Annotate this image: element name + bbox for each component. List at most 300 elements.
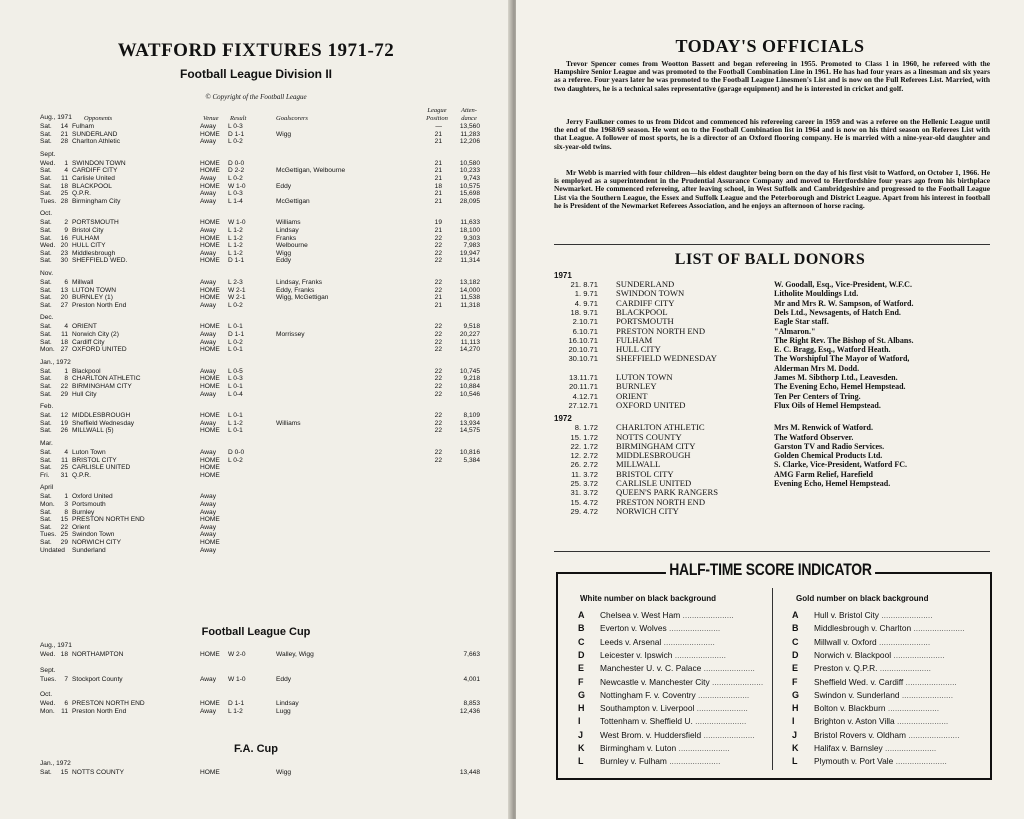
fixture-opponent: BIRMINGHAM CITY — [72, 383, 132, 390]
fixture-day: Sat. — [40, 456, 52, 464]
header-attendance: Atten- dance — [461, 107, 477, 122]
ht-dots: ...................... — [680, 610, 734, 620]
fixture-attendance: 18,100 — [459, 227, 480, 234]
ht-row — [792, 661, 982, 675]
fixture-result: L 0-2 — [228, 175, 243, 182]
ht-letter: D — [578, 649, 585, 660]
donor-year: 1972 — [554, 414, 572, 424]
ht-match — [600, 741, 730, 755]
ht-letter: I — [578, 716, 581, 727]
fixture-result: D 1-1 — [228, 257, 245, 265]
donor-club: NORWICH CITY — [616, 505, 679, 516]
league-cup-title: Football League Cup — [201, 626, 311, 638]
ht-row — [578, 754, 768, 768]
fixture-result: L 1-4 — [228, 197, 243, 205]
fixture-day: Sat. — [40, 449, 52, 456]
fixture-date: 20 — [60, 242, 68, 250]
fixture-position: 21 — [434, 175, 442, 182]
fixture-date: 2 — [64, 219, 68, 227]
ht-match — [600, 648, 726, 662]
fixture-result: W 1-0 — [228, 182, 246, 190]
fixture-venue: Away — [200, 546, 217, 554]
fixture-opponent: BURNLEY (1) — [72, 294, 113, 302]
ht-dots: ...................... — [709, 676, 764, 687]
fixture-attendance: 12,206 — [459, 138, 480, 146]
fixture-date: 1 — [64, 159, 68, 167]
fixture-position: 22 — [434, 338, 442, 346]
donor-club: SWINDON TOWN — [616, 288, 685, 299]
gold-column-header: Gold number on black background — [796, 594, 929, 603]
fixture-venue: HOME — [200, 464, 220, 472]
fixture-goalscorers: Eddy — [276, 257, 292, 265]
fixture-attendance: 9,218 — [463, 375, 480, 383]
fixture-opponent: SWINDON TOWN — [72, 159, 126, 167]
ht-row — [792, 688, 982, 702]
fixture-date: 8 — [64, 508, 68, 516]
donor-name: The Right Rev. The Bishop of St. Albans. — [774, 335, 914, 345]
month-label: Jan., 1972 — [40, 760, 71, 767]
fixture-day: Sat. — [40, 338, 52, 346]
fixture-goalscorers: Lindsay — [276, 227, 299, 234]
month-label: Sept. — [40, 666, 56, 674]
fixture-attendance: 10,233 — [459, 167, 480, 175]
fixture-attendance: 19,947 — [459, 249, 480, 257]
donor-row — [516, 299, 1024, 308]
fixture-position: 22 — [434, 346, 442, 354]
donor-name: S. Clarke, Vice-President, Watford FC. — [774, 460, 908, 470]
header-position: League Position — [426, 107, 448, 122]
ht-match-text: Nottingham F. v. Coventry — [600, 689, 696, 700]
ht-dots: ...................... — [701, 729, 755, 740]
fixture-date: 31 — [60, 471, 68, 479]
fixture-date: 29 — [60, 539, 68, 546]
ht-row — [578, 728, 768, 742]
fixture-day: Sat. — [40, 508, 52, 516]
ht-letter: J — [578, 729, 584, 740]
ht-letter: J — [792, 729, 798, 740]
fixture-opponent: Sheffield Wednesday — [72, 419, 135, 427]
fixture-venue: Away — [200, 175, 217, 182]
fixture-venue: HOME — [200, 242, 220, 250]
ht-dots: ...................... — [877, 663, 931, 674]
donor-date: 2.10.71 — [572, 317, 598, 327]
donor-club: ORIENT — [616, 390, 648, 401]
half-time-title: HALF-TIME SCORE INDICATOR — [666, 560, 875, 580]
fixture-position: 22 — [434, 412, 442, 420]
fixture-position: 22 — [434, 257, 442, 265]
donor-name: The Evening Echo, Hemel Hempstead. — [774, 382, 906, 392]
donor-row — [516, 479, 1024, 488]
donor-name: Dels Ltd., Newsagents, of Hatch End. — [774, 307, 901, 317]
fixture-opponent: PRESTON NORTH END — [72, 700, 145, 708]
fixture-venue: Away — [200, 301, 217, 309]
fixture-attendance: 11,113 — [460, 338, 480, 346]
ht-letter: H — [578, 703, 585, 714]
fixture-venue: Away — [200, 449, 217, 456]
ht-match — [600, 688, 749, 702]
ht-row — [792, 754, 982, 768]
ht-match-text: Newcastle v. Manchester City — [600, 676, 710, 687]
donor-row — [516, 373, 1024, 382]
fixture-date: 30 — [60, 257, 68, 265]
fixture-venue: HOME — [200, 182, 220, 190]
ht-letter: B — [578, 623, 585, 634]
fixture-position: 19 — [434, 219, 442, 227]
fixture-opponent: BLACKPOOL — [72, 182, 112, 190]
ht-dots: ...................... — [882, 743, 937, 753]
ht-match-text: Tottenham v. Sheffield U. — [600, 716, 693, 727]
fixture-attendance: 5,384 — [463, 456, 480, 464]
month-label: April — [40, 484, 54, 492]
ht-dots: ...................... — [906, 729, 960, 740]
fixture-date: 28 — [60, 138, 68, 146]
fixture-goalscorers: Williams — [276, 219, 301, 227]
fixture-attendance: 11,283 — [460, 130, 480, 138]
fixture-attendance: 14,270 — [459, 346, 480, 354]
fixture-date: 27 — [60, 301, 68, 309]
ht-match-text: West Brom. v. Huddersfield — [600, 729, 702, 740]
fixture-position: 22 — [434, 427, 442, 435]
fixture-position: 22 — [434, 279, 442, 286]
fixture-position: 22 — [434, 390, 442, 398]
fixture-result: L 2-3 — [228, 279, 243, 286]
fixture-opponent: OXFORD UNITED — [72, 346, 127, 354]
donor-row — [516, 507, 1024, 516]
fixture-date: 13 — [60, 286, 68, 294]
fixture-date: 4 — [64, 323, 68, 331]
fixture-venue: Away — [200, 123, 217, 130]
half-time-title-wrap — [516, 560, 1024, 580]
donor-row — [516, 289, 1024, 298]
fixture-day: Sat. — [40, 427, 52, 435]
donor-date: 1. 9.71 — [574, 289, 598, 299]
fixture-position: 21 — [434, 301, 442, 309]
fixture-row — [0, 472, 512, 480]
donor-club: PORTSMOUTH — [616, 316, 674, 327]
ht-match — [814, 661, 931, 675]
fixture-date: 7 — [64, 675, 68, 683]
ht-dots: ...................... — [885, 703, 940, 714]
fixture-venue: HOME — [200, 219, 220, 227]
fixture-date: 22 — [60, 523, 68, 531]
header-result: Result — [230, 115, 247, 122]
ht-match-text: Manchester U. v. C. Palace — [600, 663, 702, 674]
fixture-opponent: Orient — [72, 523, 90, 531]
fixture-date: 4 — [64, 449, 68, 456]
fixture-venue: Away — [200, 331, 217, 338]
ht-match-text: Leicester v. Ipswich — [600, 649, 673, 660]
donor-date: 12. 2.72 — [570, 451, 598, 461]
fixture-date: 11 — [61, 707, 68, 715]
ht-letter: F — [578, 676, 584, 687]
donor-row — [516, 280, 1024, 289]
ht-match — [814, 608, 933, 622]
ht-letter: G — [578, 689, 586, 700]
fixture-venue: Away — [200, 493, 217, 501]
fixture-goalscorers: Williams — [276, 419, 301, 427]
donor-club: FULHAM — [616, 334, 653, 345]
donor-name: The Worshipful The Mayor of Watford, — [774, 354, 910, 364]
ht-dots: ...................... — [894, 716, 949, 727]
fixture-position: 22 — [434, 323, 442, 331]
officials-title: TODAY'S OFFICIALS — [675, 36, 865, 56]
fixture-date: 21 — [60, 130, 68, 138]
fixture-opponent: SUNDERLAND — [72, 130, 118, 138]
ht-letter: D — [792, 649, 799, 660]
ht-match — [814, 714, 948, 728]
fixture-day: Wed. — [40, 651, 56, 658]
donor-club: PRESTON NORTH END — [616, 496, 706, 507]
fixture-attendance: 15,698 — [459, 190, 480, 198]
fixture-attendance: 8,109 — [463, 412, 480, 420]
donor-club: BURNLEY — [616, 381, 657, 392]
column-divider — [772, 588, 773, 770]
ht-row — [792, 675, 982, 689]
fixture-date: 20 — [60, 294, 68, 302]
ht-match — [600, 608, 734, 622]
fixture-attendance: 11,314 — [460, 257, 480, 265]
fixture-opponent: Preston North End — [72, 301, 127, 309]
official-bio-spencer: Trevor Spencer comes from Wootton Bassett and began refereeing in 1955. Promoted to Class 1 in 1960, he refereed with the Hampshire Senior League and was promoted to the Football Combination Line in 1961. He has had four years as a linesman and six years as a referee. Four years later he was promoted to the Football League Linesmen's List and is now on the Full Referees List. Married, with two daughters, he is a technical sales representative (garage equipment) and he is interested in cricket and golf. — [554, 59, 990, 93]
fixture-venue: HOME — [200, 323, 220, 331]
fixture-attendance: 12,436 — [459, 707, 480, 715]
ht-match-text: Birmingham v. Luton — [600, 743, 677, 753]
donor-name: Ten Per Centers of Tring. — [774, 391, 861, 401]
donor-club: BRISTOL CITY — [616, 468, 674, 479]
donor-club: QUEEN'S PARK RANGERS — [616, 487, 718, 498]
fixture-opponent: MIDDLESBROUGH — [72, 412, 131, 420]
donor-date: 21. 8.71 — [570, 280, 598, 289]
fixture-result: L 0-4 — [228, 390, 243, 398]
fixture-day: Sat. — [40, 286, 52, 294]
fixture-goalscorers: Lindsay, Franks — [276, 279, 323, 286]
ht-match — [600, 728, 755, 742]
donor-row — [516, 460, 1024, 469]
ht-letter: E — [792, 663, 799, 674]
fixture-date: 23 — [60, 249, 68, 257]
donor-name: Mrs M. Renwick of Watford. — [774, 423, 873, 433]
fixture-result: L 0-3 — [228, 123, 243, 130]
fixture-position: 21 — [434, 227, 442, 234]
ball-donors-title: LIST OF BALL DONORS — [674, 251, 866, 268]
fixture-venue: HOME — [200, 471, 220, 479]
fixture-attendance: 10,580 — [459, 159, 480, 167]
fixture-opponent: Fulham — [72, 123, 94, 130]
fixture-goalscorers: Eddy — [276, 182, 292, 190]
fixture-day: Wed. — [40, 700, 56, 708]
fixture-venue: HOME — [200, 234, 220, 242]
fixture-venue: HOME — [200, 130, 220, 138]
ht-row — [792, 635, 982, 649]
fixture-goalscorers: Wigg — [276, 769, 292, 776]
donor-date: 29. 4.72 — [570, 506, 598, 516]
donor-date: 31. 3.72 — [570, 488, 598, 498]
month-label: Nov. — [40, 270, 54, 277]
donor-row — [516, 423, 1024, 432]
fixture-day: Mon. — [40, 501, 55, 508]
ht-letter: L — [578, 756, 584, 767]
ht-row — [792, 741, 982, 755]
fixture-opponent: Charlton Athletic — [72, 138, 121, 146]
ht-match-text: Plymouth v. Port Vale — [814, 756, 894, 767]
ht-dots: ...................... — [891, 649, 945, 660]
ht-dots: ...................... — [701, 663, 755, 674]
fixture-result: L 0-2 — [228, 138, 243, 146]
donor-date: 18. 9.71 — [570, 307, 598, 317]
fixture-result: W 2-1 — [228, 294, 246, 302]
fixture-result: L 0-1 — [228, 383, 243, 390]
fixture-result: L 1-2 — [228, 249, 243, 257]
fixture-venue: Away — [200, 138, 217, 146]
fixture-position: 22 — [434, 286, 442, 294]
donor-name: James M. Sibthorp Ltd., Leavesden. — [774, 373, 898, 382]
fixture-date: 11 — [61, 456, 68, 464]
fixture-attendance: 13,934 — [459, 419, 480, 427]
fixture-opponent: Carlisle United — [72, 175, 115, 182]
ht-row — [578, 635, 768, 649]
fixture-venue: Away — [200, 190, 217, 198]
fixture-result: L 0-1 — [228, 346, 243, 354]
fixture-position: 21 — [434, 159, 442, 167]
fixture-attendance: 13,560 — [459, 123, 480, 130]
fixture-venue: HOME — [200, 539, 220, 546]
fixtures-title: WATFORD FIXTURES 1971-72 — [117, 40, 395, 61]
donor-date: 16.10.71 — [568, 335, 598, 345]
ht-dots: ...................... — [666, 623, 721, 634]
half-time-box — [556, 572, 992, 780]
official-bio-webb: Mr Webb is married with four children—his eldest daughter being born on the day of his first visit to Watford, on October 1, 1966. He is employed as a superintendent in the Prudential Assurance Company and moved to Hertfordshire four years ago from his birthplace Newmarket. He commenced refereeing, after leaving school, in West Suffolk and Cambridgeshire and progressed to the Football League List via the Southern League, the Essex and Suffolk League and the Peterborough and District League. Apart from his interest in football he is President of the Newmarket Referees Association, and he enjoys an afternoon of horse racing. — [554, 168, 990, 210]
fixture-date: 11 — [61, 331, 68, 338]
fixture-day: Sat. — [40, 190, 52, 198]
header-opponents: Opponents — [84, 115, 113, 122]
donor-name: Alderman Mrs M. Dodd. — [774, 363, 860, 373]
fixture-day: Sat. — [40, 523, 52, 531]
fixture-opponent: CARLISLE UNITED — [72, 464, 131, 472]
fixture-date: 6 — [64, 279, 68, 286]
donor-row — [516, 354, 1024, 363]
fixture-date: 1 — [64, 367, 68, 375]
fixture-result: D 2-2 — [228, 167, 245, 175]
fixture-goalscorers: Wigg, McGettigan — [276, 294, 329, 302]
donor-date: 4. 9.71 — [574, 298, 598, 308]
fixture-venue: Away — [200, 707, 217, 715]
fixture-date: 9 — [64, 227, 68, 234]
ht-letter: F — [792, 676, 798, 687]
month-label: Aug., 1971 — [40, 114, 72, 121]
donor-row — [516, 308, 1024, 317]
fixture-position: 21 — [434, 294, 442, 302]
fixture-date: 25 — [60, 464, 68, 472]
ht-row — [578, 648, 768, 662]
fixture-date: 18 — [60, 182, 68, 190]
ht-dots: ...................... — [661, 636, 715, 647]
fixture-position: 22 — [434, 234, 442, 242]
fixture-opponent: BRISTOL CITY — [72, 456, 117, 464]
ht-dots: ...................... — [672, 649, 726, 660]
ht-row — [578, 701, 768, 715]
copyright-note: © Copyright of the Football League — [205, 93, 307, 101]
ht-match — [600, 661, 755, 675]
fixture-day: Sat. — [40, 769, 52, 776]
donor-date: 30.10.71 — [568, 354, 598, 364]
fixture-day: Sat. — [40, 175, 52, 182]
ht-match-text: Norwich v. Blackpool — [814, 649, 892, 660]
ht-match-text: Swindon v. Sunderland — [814, 689, 900, 700]
donor-club: CHARLTON ATHLETIC — [616, 422, 705, 433]
fixture-date: 1 — [64, 493, 68, 501]
fixture-result: D 1-1 — [228, 130, 245, 138]
ht-match-text: Middlesbrough v. Charlton — [814, 623, 912, 634]
fixture-opponent: CHARLTON ATHLETIC — [72, 375, 141, 383]
fixture-goalscorers: McGettigan — [276, 197, 310, 205]
fixture-attendance: 10,575 — [459, 182, 480, 190]
fixture-goalscorers: Morrissey — [276, 331, 305, 338]
fixture-row — [0, 198, 512, 206]
month-label: Mar. — [40, 440, 53, 447]
fixture-attendance: 14,575 — [459, 427, 480, 435]
fixture-row — [0, 427, 512, 435]
fixture-opponent: NORTHAMPTON — [72, 651, 124, 658]
fixture-position: 22 — [434, 249, 442, 257]
fixture-attendance: 28,095 — [459, 197, 480, 205]
fixture-date: 29 — [60, 390, 68, 398]
ht-dots: ...................... — [879, 610, 933, 620]
fixture-opponent: FULHAM — [72, 234, 100, 242]
month-label: Dec. — [40, 314, 54, 322]
fixture-result: W 1-0 — [228, 675, 246, 683]
ht-letter: C — [792, 636, 799, 647]
ht-letter: C — [578, 636, 585, 647]
fixture-attendance: 14,000 — [459, 286, 480, 294]
donor-name: "Almaron." — [774, 326, 816, 336]
donor-club: NOTTS COUNTY — [616, 431, 682, 442]
fixture-opponent: Blackpool — [72, 367, 101, 375]
donor-row — [516, 364, 1024, 373]
fixture-attendance: 10,884 — [459, 383, 480, 390]
ht-match — [600, 714, 746, 728]
fixture-row — [0, 769, 512, 777]
donor-date: 6.10.71 — [572, 326, 598, 336]
fixture-position: 18 — [434, 182, 442, 190]
fixture-goalscorers: Eddy, Franks — [276, 286, 315, 294]
fixture-venue: Away — [200, 419, 217, 427]
ht-match — [600, 754, 720, 768]
month-label: Feb. — [40, 403, 54, 411]
fixture-goalscorers: Wigg — [276, 249, 292, 257]
fixture-day: Sat. — [40, 123, 52, 130]
ht-match-text: Bolton v. Blackburn — [814, 703, 886, 714]
donor-row — [516, 433, 1024, 442]
ht-letter: A — [792, 610, 799, 620]
ht-row — [578, 714, 768, 728]
donor-row — [516, 345, 1024, 354]
fixture-attendance: 11,633 — [460, 219, 480, 227]
fixture-date: 22 — [60, 383, 68, 390]
ht-match — [814, 675, 957, 689]
fixture-venue: Away — [200, 197, 217, 205]
fixture-date: 25 — [60, 531, 68, 539]
fixture-date: 26 — [60, 427, 68, 435]
ht-letter: G — [792, 689, 800, 700]
header-goalscorers: Goalscorers — [276, 115, 308, 122]
fixture-opponent: NORWICH CITY — [72, 539, 121, 546]
fixture-date: 15 — [60, 516, 68, 524]
fixture-venue: HOME — [200, 294, 220, 302]
ht-match-text: Leeds v. Arsenal — [600, 636, 662, 647]
fixture-opponent: Bristol City — [72, 227, 104, 234]
fixture-day: Sat. — [40, 234, 52, 242]
fixture-result: W 2-1 — [228, 286, 246, 294]
